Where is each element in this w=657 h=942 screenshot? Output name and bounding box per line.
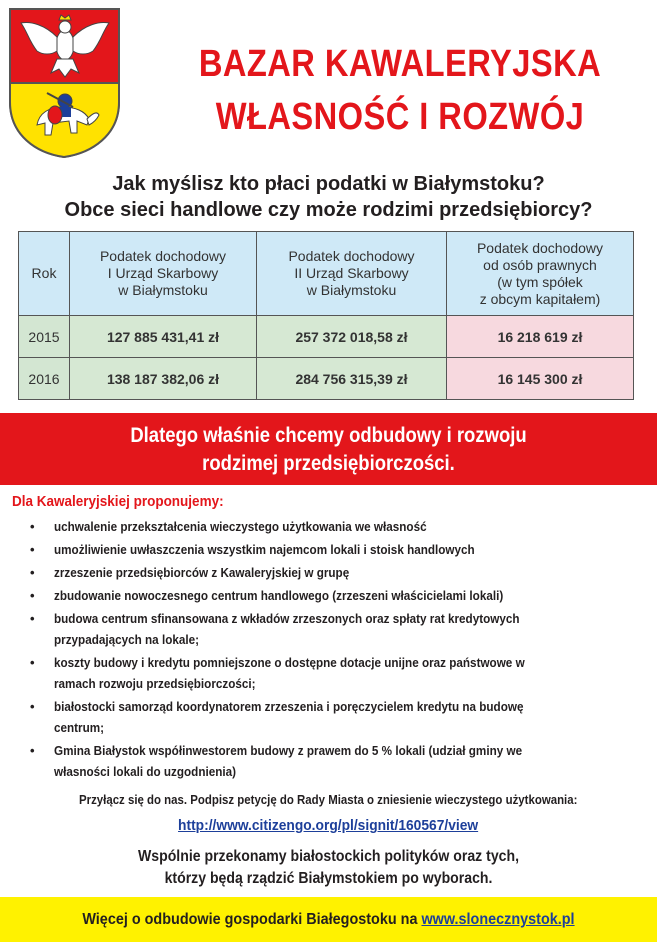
cell-tax-office-1: 138 187 382,06 zł	[70, 358, 257, 400]
bullet-icon: •	[30, 565, 35, 580]
cell-corporate-tax: 16 145 300 zł	[447, 358, 634, 400]
row-year: 2016	[19, 358, 70, 400]
cell-corporate-tax: 16 218 619 zł	[447, 316, 634, 358]
petition-text: Przyłącz się do nas. Podpisz petycję do Rady Miasta o zniesienie wieczystego użytkowania:	[79, 792, 578, 807]
bullet-icon: •	[30, 611, 35, 626]
footer-website-link[interactable]: www.slonecznystok.pl	[421, 911, 575, 928]
banner-line-1: Dlatego właśnie chcemy odbudowy i rozwoju	[130, 424, 527, 447]
column-header-tax-office-1: Podatek dochodowy I Urząd Skarbowy w Białymstoku	[70, 232, 257, 316]
title-line-1: BAZAR KAWALERYJSKA	[198, 43, 602, 85]
bullet-icon: •	[30, 699, 35, 714]
tax-table	[18, 231, 634, 400]
table-row	[19, 358, 634, 400]
footer-text: Więcej o odbudowie gospodarki Białegostoku na	[82, 911, 422, 928]
cell-tax-office-2: 284 756 315,39 zł	[257, 358, 447, 400]
list-item: • zrzeszenie przedsiębiorców z Kawaleryjskiej w grupę	[30, 562, 630, 583]
cell-tax-office-2: 257 372 018,58 zł	[257, 316, 447, 358]
table-header-row	[19, 232, 634, 316]
column-header-year: Rok	[19, 232, 70, 316]
closing-line-1: Wspólnie przekonamy białostockich polityków oraz tych,	[137, 848, 520, 865]
coat-of-arms	[7, 7, 122, 159]
proposals-heading: Dla Kawaleryjskiej proponujemy:	[12, 493, 224, 510]
petition-link-container	[0, 817, 657, 834]
bullet-icon: •	[30, 519, 35, 534]
cell-tax-office-1: 127 885 431,41 zł	[70, 316, 257, 358]
list-item: • zbudowanie nowoczesnego centrum handlowego (zrzeszeni właścicielami lokali)	[30, 585, 630, 606]
red-banner	[0, 413, 657, 485]
bullet-icon: •	[30, 655, 35, 670]
footer-bar	[0, 897, 657, 942]
list-item: • białostocki samorząd koordynatorem zrzeszenia i poręczycielem kredytu na budowę centrum;	[30, 696, 630, 738]
column-header-corporate-tax: Podatek dochodowy od osób prawnych (w tym spółek z obcym kapitałem)	[447, 232, 634, 316]
list-item: • Gmina Białystok współinwestorem budowy z prawem do 5 % lokali (udział gminy we własności lokali do uzgodnienia)	[30, 740, 630, 782]
list-item: • uchwalenie przekształcenia wieczystego użytkowania we własność	[30, 516, 630, 537]
bullet-icon: •	[30, 588, 35, 603]
question-line-2: Obce sieci handlowe czy może rodzimi przedsiębiorcy?	[64, 199, 593, 221]
list-item: • koszty budowy i kredytu pomniejszone o dostępne dotacje unijne oraz państwowe w ramach rozwoju przedsiębiorczości;	[30, 652, 630, 694]
table-row	[19, 316, 634, 358]
bullet-icon: •	[30, 542, 35, 557]
title-line-2: WŁASNOŚĆ I ROZWÓJ	[215, 96, 585, 138]
proposals-list	[30, 516, 630, 784]
page-title	[185, 38, 615, 144]
column-header-tax-office-2: Podatek dochodowy II Urząd Skarbowy w Białymstoku	[257, 232, 447, 316]
list-item: • umożliwienie uwłaszczenia wszystkim najemcom lokali i stoisk handlowych	[30, 539, 630, 560]
closing-line-2: którzy będą rządzić Białymstokiem po wyborach.	[164, 870, 493, 887]
bullet-icon: •	[30, 743, 35, 758]
closing-statement	[0, 846, 657, 890]
banner-line-2: rodzimej przedsiębiorczości.	[202, 452, 455, 475]
question-line-1: Jak myślisz kto płaci podatki w Białymstoku?	[112, 173, 545, 195]
question	[0, 171, 657, 223]
petition-link[interactable]: http://www.citizengo.org/pl/signit/160567/view	[178, 817, 479, 834]
list-item: • budowa centrum sfinansowana z wkładów zrzeszonych oraz spłaty rat kredytowych przypadających na lokale;	[30, 608, 630, 650]
row-year: 2015	[19, 316, 70, 358]
